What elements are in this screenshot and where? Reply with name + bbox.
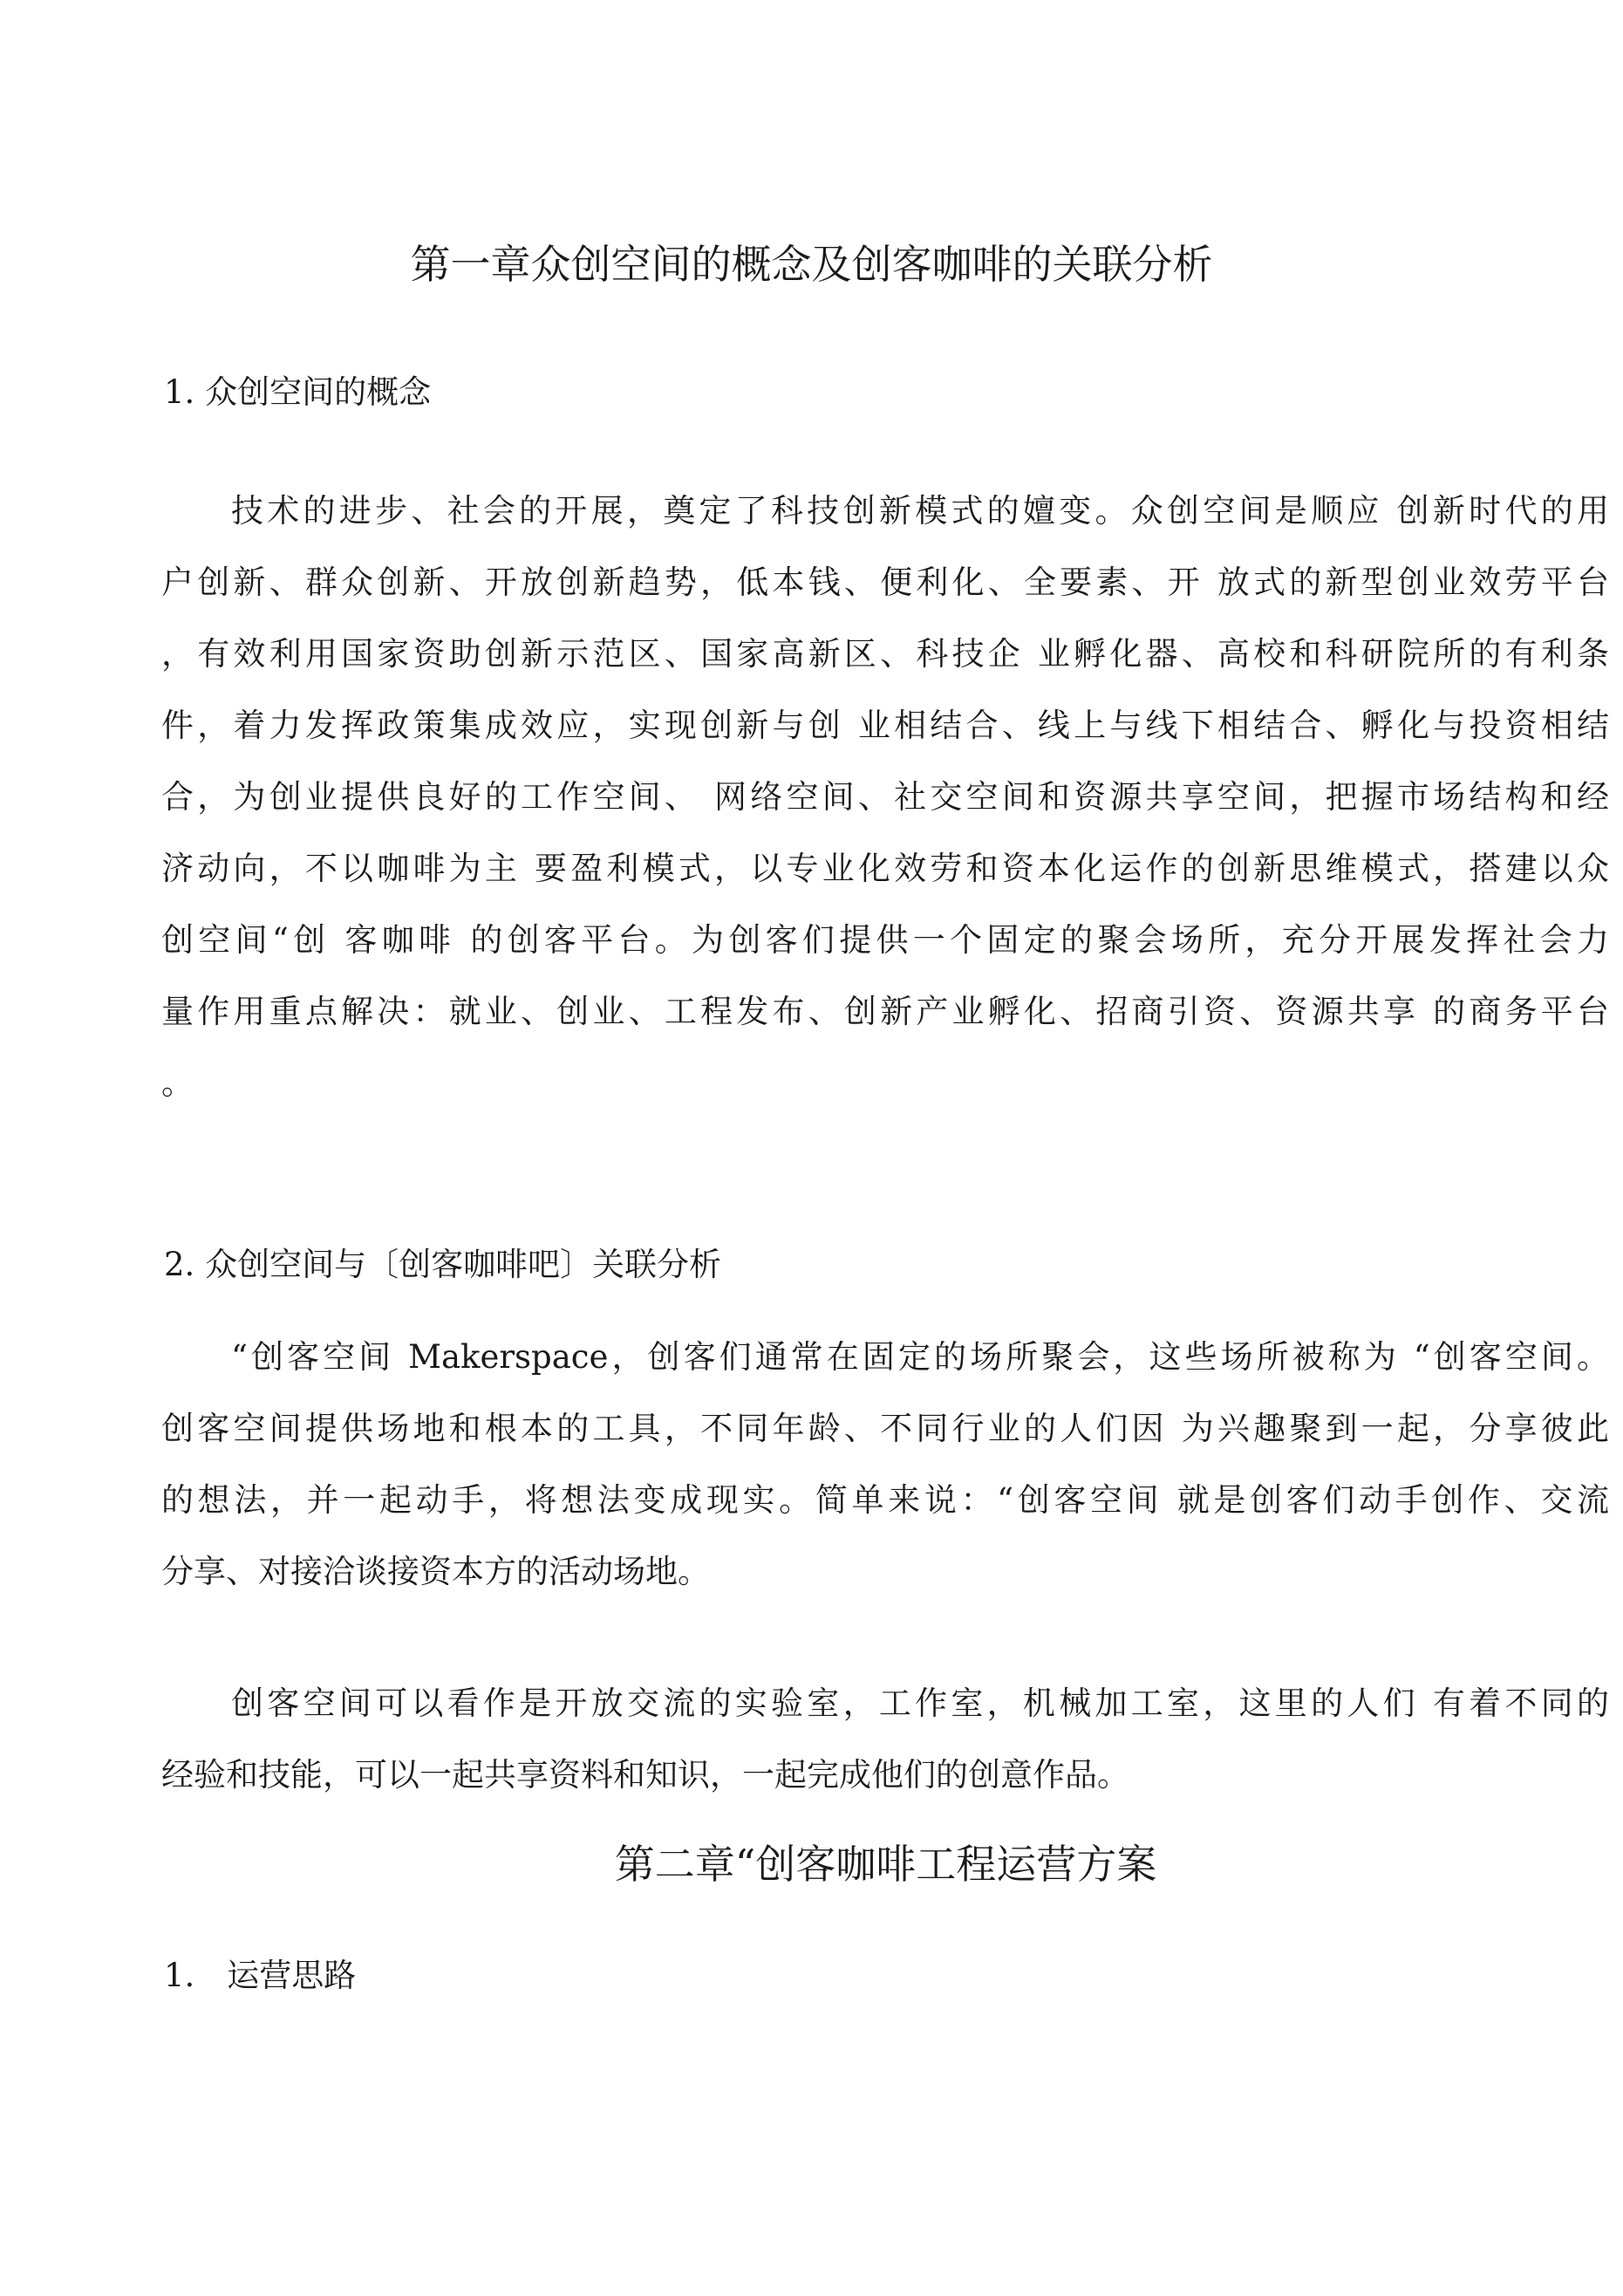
paragraph-line: 创客空间可以看作是开放交流的实验室，工作室，机械加工室，这里的人们 有着不同的 [231, 1684, 1609, 1722]
paragraph-line: 创客空间提供场地和根本的工具，不同年龄、不同行业的人们因 为兴趣聚到一起，分享彼此 [161, 1410, 1609, 1447]
section-1-heading: 1. 众创空间的概念 [164, 373, 432, 411]
section-2-paragraph-2 [161, 1668, 1609, 1811]
paragraph-line: “创客空间 Makerspace，创客们通常在固定的场所聚会，这些场所被称为 “创客空间。 [231, 1338, 1609, 1376]
paragraph-line: 创空间“创 客咖啡 的创客平台。为创客们提供一个固定的聚会场所，充分开展发挥社会力 [161, 921, 1609, 959]
section-2-heading: 2. 众创空间与〔创客咖啡吧〕关联分析 [164, 1246, 722, 1283]
section-3-heading: 1. 运营思路 [164, 1957, 357, 1994]
paragraph-line: ，有效利用国家资助创新示范区、国家高新区、科技企 业孵化器、高校和科研院所的有利条 [161, 635, 1609, 673]
section-1-paragraph [161, 475, 1609, 1119]
paragraph-line: 技术的进步、社会的开展，奠定了科技创新模式的嬗变。众创空间是顺应 创新时代的用 [231, 492, 1609, 530]
chapter-2-title: 第二章“创客咖啡工程运营方案 [614, 1841, 1157, 1888]
paragraph-line: 件，着力发挥政策集成效应，实现创新与创 业相结合、线上与线下相结合、孵化与投资相结 [161, 707, 1609, 744]
section-2-paragraph-1 [161, 1322, 1609, 1608]
paragraph-line: 量作用重点解决：就业、创业、工程发布、创新产业孵化、招商引资、资源共享 的商务平台 [161, 993, 1609, 1030]
paragraph-line: 分享、对接洽谈接资本方的活动场地。 [161, 1553, 710, 1590]
paragraph-line: 济动向，不以咖啡为主 要盈利模式，以专业化效劳和资本化运作的创新思维模式，搭建以众 [161, 850, 1609, 887]
paragraph-line: 的想法，并一起动手，将想法变成现实。简单来说：“创客空间 就是创客们动手创作、交流 [161, 1481, 1609, 1519]
paragraph-line: 经验和技能，可以一起共享资料和知识，一起完成他们的创意作品。 [161, 1756, 1129, 1794]
paragraph-line: 户创新、群众创新、开放创新趋势，低本钱、便利化、全要素、开 放式的新型创业效劳平台 [161, 564, 1609, 601]
paragraph-line: 合，为创业提供良好的工作空间、 网络空间、社交空间和资源共享空间，把握市场结构和经 [161, 778, 1609, 816]
chapter-1-title: 第一章众创空间的概念及创客咖啡的关联分析 [410, 241, 1213, 288]
paragraph-line: 。 [161, 1064, 194, 1102]
